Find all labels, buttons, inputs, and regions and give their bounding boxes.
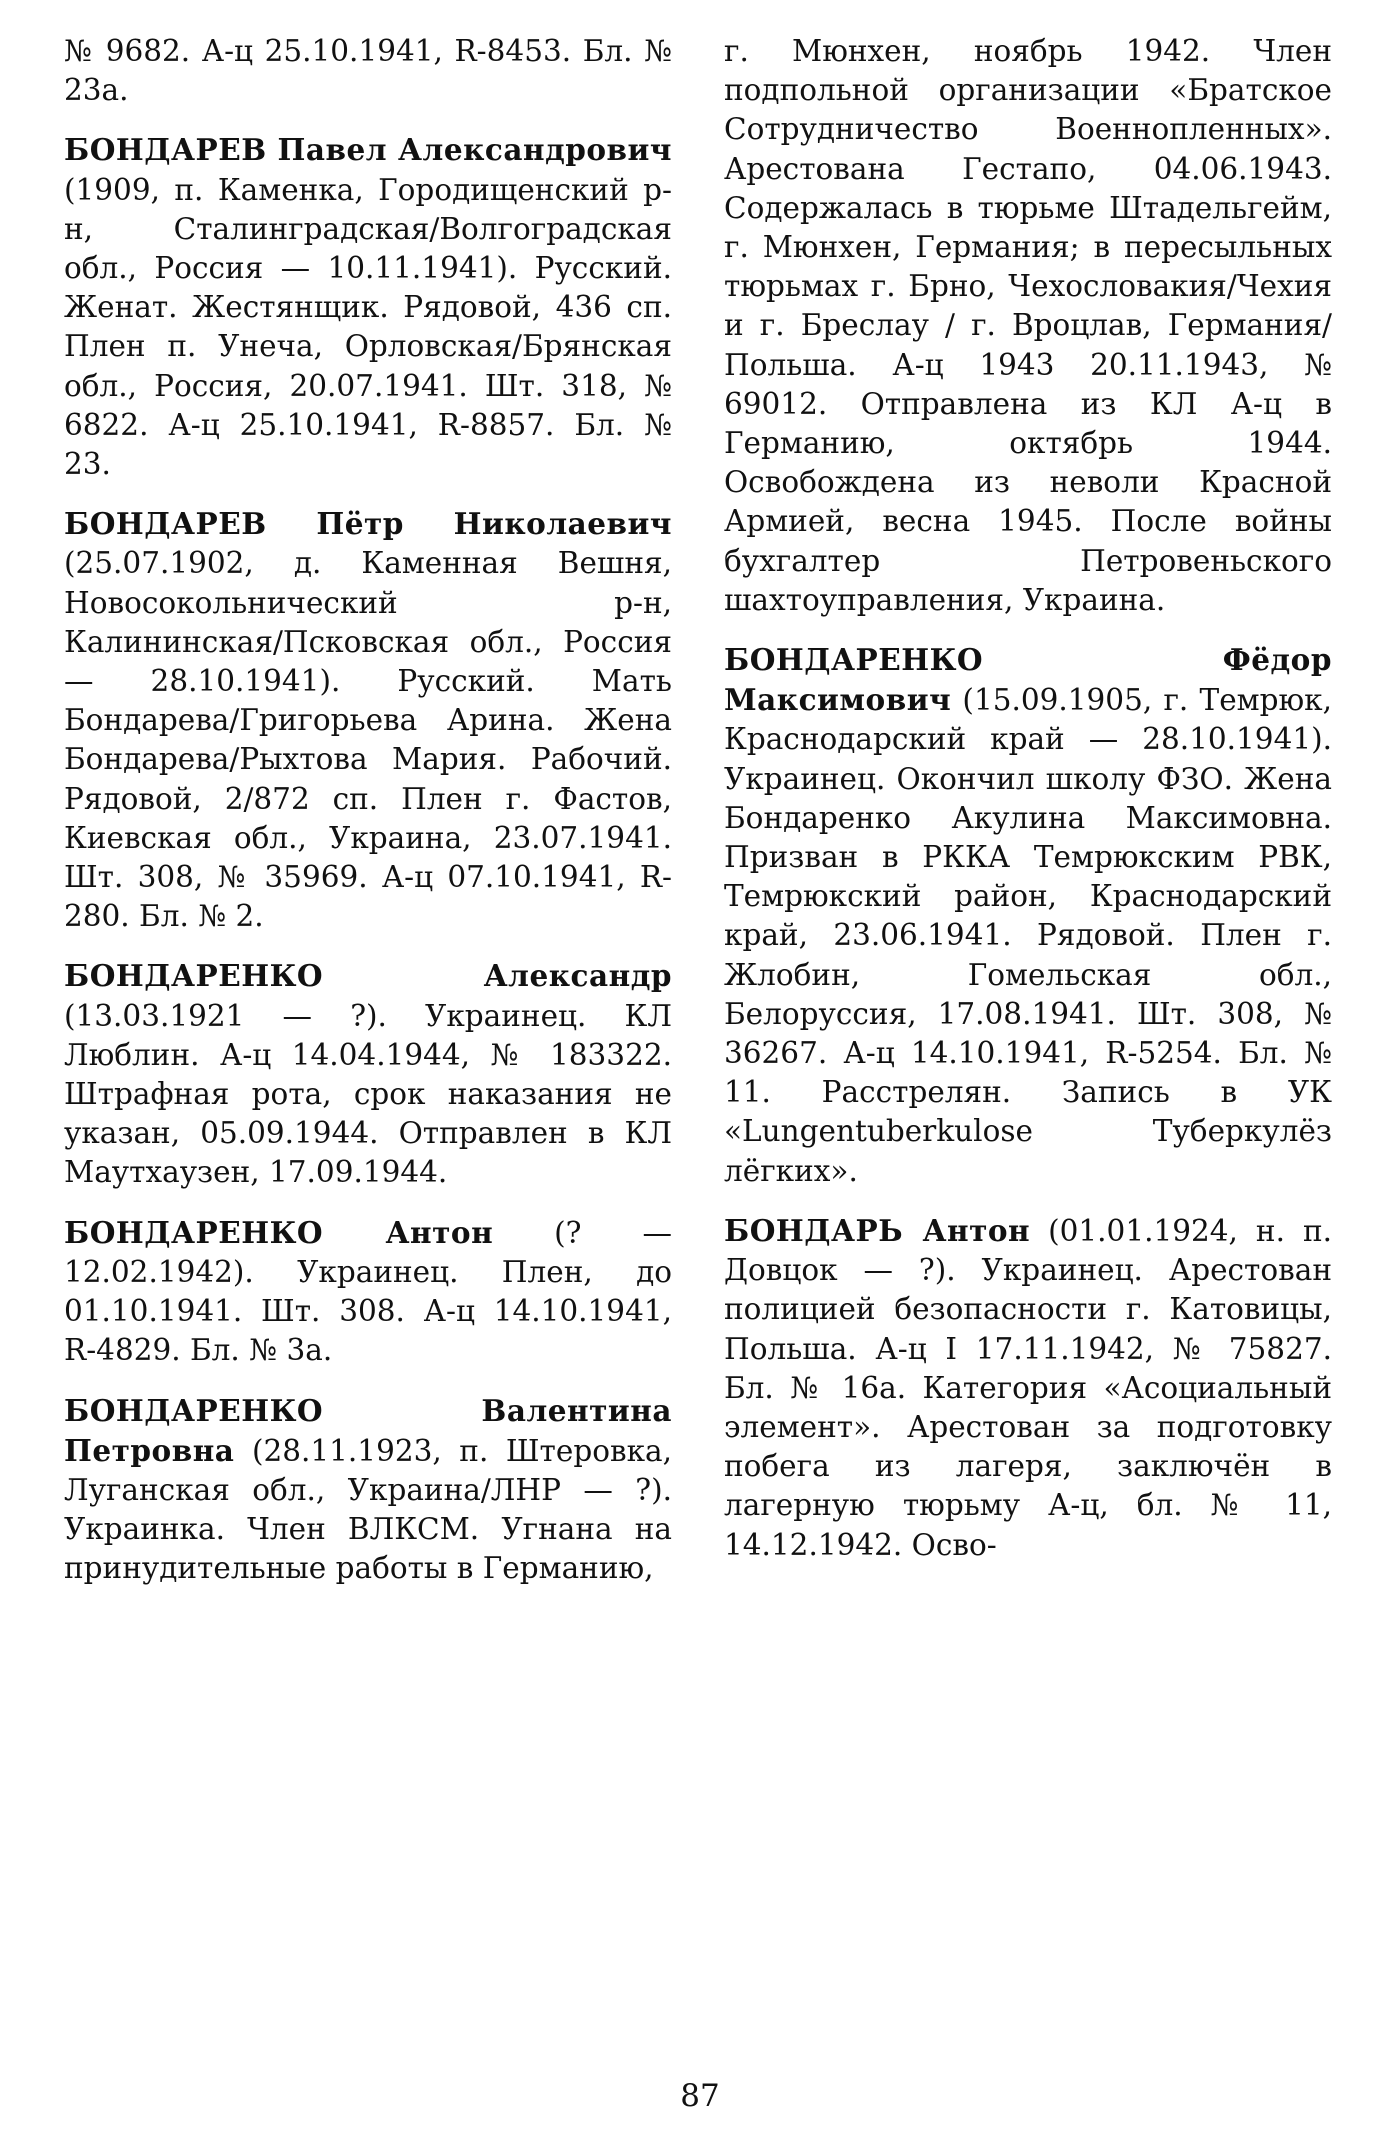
entry-name: БОНДАРЕНКО Антон [64, 1214, 494, 1250]
continued-entry-text: г. Мюнхен, ноябрь 1942. Член подпольной организации «Братское Сотрудничество Военнопленных». Арестована Гестапо, 04.06.1943. Содержалась в тюрьме Штадельгейм, г. Мюнхен, Германия; в пересыльных тюрьмах г. Брно, Чехословакия/Чехия и г. Бреслау / г. Вроцлав, Германия/ Польша. А-ц 1943 20.11.1943, № 69012. Отправлена из КЛ А-ц в Германию, октябрь 1944. Освобождена из неволи Красной Армией, весна 1945. После войны бухгалтер Петровеньского шахтоуправления, Украина. [724, 34, 1332, 617]
entry-text: (1909, п. Каменка, Городищенский р-н, Сталинградская/Волгоградская обл., Россия — 10.11.1941). Русский. Женат. Жестянщик. Рядовой, 436 сп. Плен п. Унеча, Орловская/Брянская обл., Россия, 20.07.1941. Шт. 318, № 6822. А-ц 25.10.1941, R-8857. Бл. № 23. [64, 172, 672, 482]
left-column [64, 32, 672, 1609]
entry-text: (25.07.1902, д. Каменная Вешня, Новосокольнический р-н, Калининская/Псковская обл., Россия — 28.10.1941). Русский. Мать Бондарева/Григорьева Арина. Жена Бондарева/Рыхтова Мария. Рабочий. Рядовой, 2/872 сп. Плен г. Фастов, Киевская обл., Украина, 23.07.1941. Шт. 308, № 35969. А-ц 07.10.1941, R-280. Бл. № 2. [64, 546, 672, 934]
entry-name: БОНДАРЕНКО Валентина Петровна [64, 1392, 672, 1468]
entry-bondarenko-anton [64, 1213, 672, 1371]
entry-name: БОНДАРЕНКО Фёдор Максимович [724, 642, 1332, 718]
entry-bondarev-pavel [64, 130, 672, 484]
entry-bondarev-petr [64, 504, 672, 936]
entry-text: (01.01.1924, н. п. Довцок — ?). Украинец. Арестован полицией безопасности г. Катовицы, Польша. А-ц I 17.11.1942, № 75827. Бл. № 16а. Категория «Асоциальный элемент». Арестован за подготовку побега из лагеря, заключён в лагерную тюрьму А-ц, бл. № 11, 14.12.1942. Осво- [724, 1213, 1332, 1562]
continued-entry-text: № 9682. А-ц 25.10.1941, R-8453. Бл. № 23а. [64, 34, 672, 108]
right-column [724, 32, 1332, 1585]
page-number: 87 [680, 2078, 720, 2114]
entry-bondarenko-fedor [724, 640, 1332, 1191]
entry-name: БОНДАРЕВ Пётр Николаевич [64, 506, 672, 542]
entry-text: (? — 12.02.1942). Украинец. Плен, до 01.10.1941. Шт. 308. А-ц 14.10.1941, R-4829. Бл. № 3а. [64, 1215, 672, 1368]
entry-text: (13.03.1921 — ?). Украинец. КЛ Люблин. А-ц 14.04.1944, № 183322. Штрафная рота, срок наказания не указан, 05.09.1944. Отправлен в КЛ Маутхаузен, 17.09.1944. [64, 998, 672, 1190]
entry-name: БОНДАРЕВ Павел Александрович [64, 132, 672, 168]
entry-bondarenko-valentina [64, 1391, 672, 1589]
entry-bondar-anton [724, 1211, 1332, 1565]
entry-name: БОНДАРЬ Антон [724, 1212, 1031, 1248]
entry-text: (28.11.1923, п. Штеровка, Луганская обл., Украина/ЛНР — ?). Украинка. Член ВЛКСМ. Угнана на принудительные работы в Германию, [64, 1433, 672, 1586]
entry-name: БОНДАРЕНКО Александр [64, 958, 672, 994]
entry-text: (15.09.1905, г. Темрюк, Краснодарский край — 28.10.1941). Украинец. Окончил школу ФЗО. Жена Бондаренко Акулина Максимовна. Призван в РККА Темрюкским РВК, Темрюкский район, Краснодарский край, 23.06.1941. Рядовой. Плен г. Жлобин, Гомельская обл., Белоруссия, 17.08.1941. Шт. 308, № 36267. А-ц 14.10.1941, R-5254. Бл. № 11. Расстрелян. Запись в УК «Lungentuberkulose Туберкулёз лёгких». [724, 683, 1332, 1188]
entry-bondarenko-aleksandr [64, 956, 672, 1192]
